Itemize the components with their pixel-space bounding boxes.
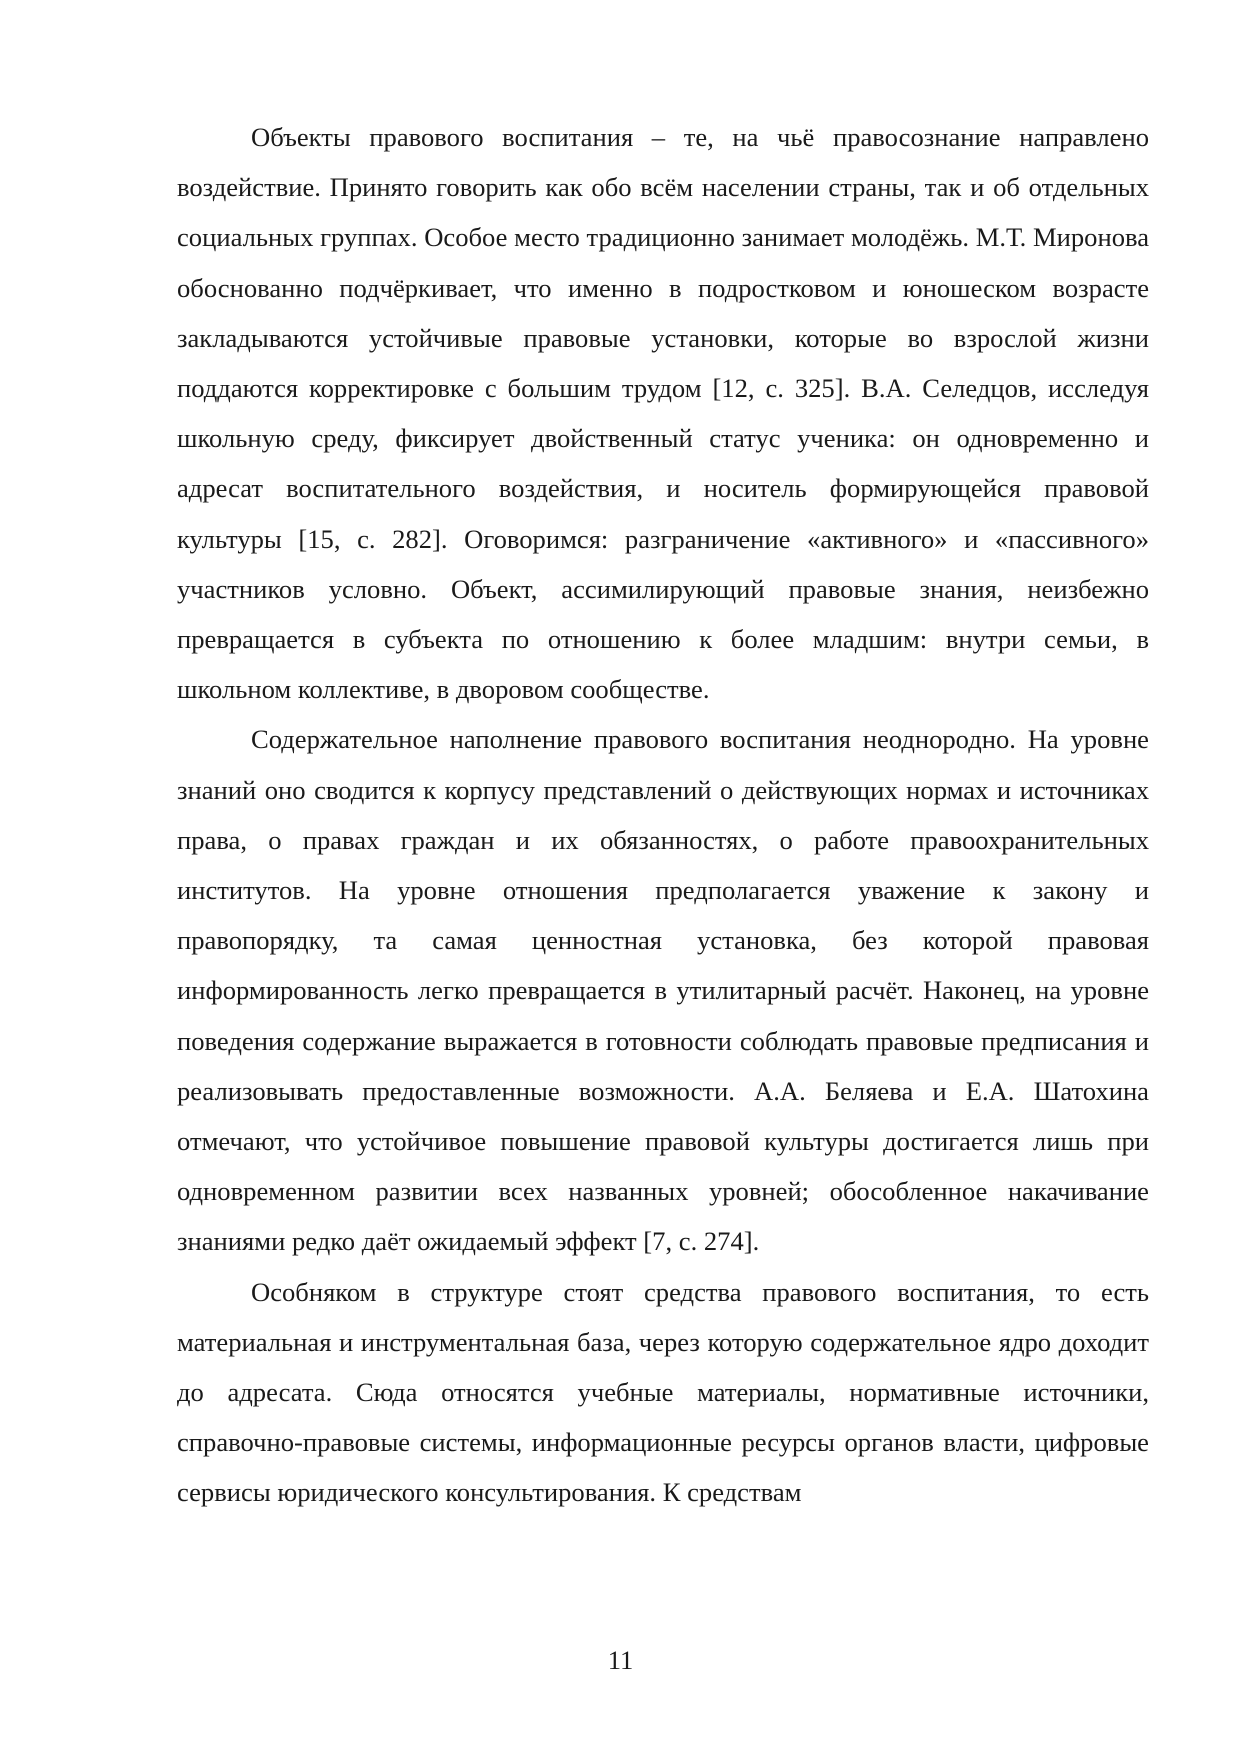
body-text (177, 112, 1149, 1518)
paragraph-means: Особняком в структуре стоят средства правового воспитания, то есть материальная и инструментальная база, через которую содержательное ядро доходит до адресата. Сюда относятся учебные материалы, нормативные источники, справочно-правовые системы, информационные ресурсы органов власти, цифровые сервисы юридического консультирования. К средствам (177, 1276, 1149, 1508)
paragraph-content: Содержательное наполнение правового воспитания неоднородно. На уровне знаний оно сводится к корпусу представлений о действующих нормах и источниках права, о правах граждан и их обязанностях, о работе правоохранительных институтов. На уровне отношения предполагается уважение к закону и правопорядку, та самая ценностная установка, без которой правовая информированность легко превращается в утилитарный расчёт. Наконец, на уровне поведения содержание выражается в готовности соблюдать правовые предписания и реализовывать предоставленные возможности. А.А. Беляева и Е.А. Шатохина отмечают, что устойчивое повышение правовой культуры достигается лишь при одновременном развитии всех названных уровней; обособленное накачивание знаниями редко даёт ожидаемый эффект [7, с. 274]. (177, 724, 1149, 1257)
page-number: 11 (607, 1645, 634, 1675)
paragraph-objects: Объекты правового воспитания – те, на чьё правосознание направлено воздействие. Принято говорить как обо всём населении страны, так и об отдельных социальных группах. Особое место традиционно занимает молодёжь. М.Т. Миронова обоснованно подчёркивает, что именно в подростковом и юношеском возрасте закладываются устойчивые правовые установки, которые во взрослой жизни поддаются корректировке с большим трудом [12, с. 325]. В.А. Селедцов, исследуя школьную среду, фиксирует двойственный статус ученика: он одновременно и адресат воспитательного воздействия, и носитель формирующейся правовой культуры [15, с. 282]. Оговоримся: разграничение «активного» и «пассивного» участников условно. Объект, ассимилирующий правовые знания, неизбежно превращается в субъекта по отношению к более младшим: внутри семьи, в школьном коллективе, в дворовом сообществе. (177, 122, 1149, 705)
